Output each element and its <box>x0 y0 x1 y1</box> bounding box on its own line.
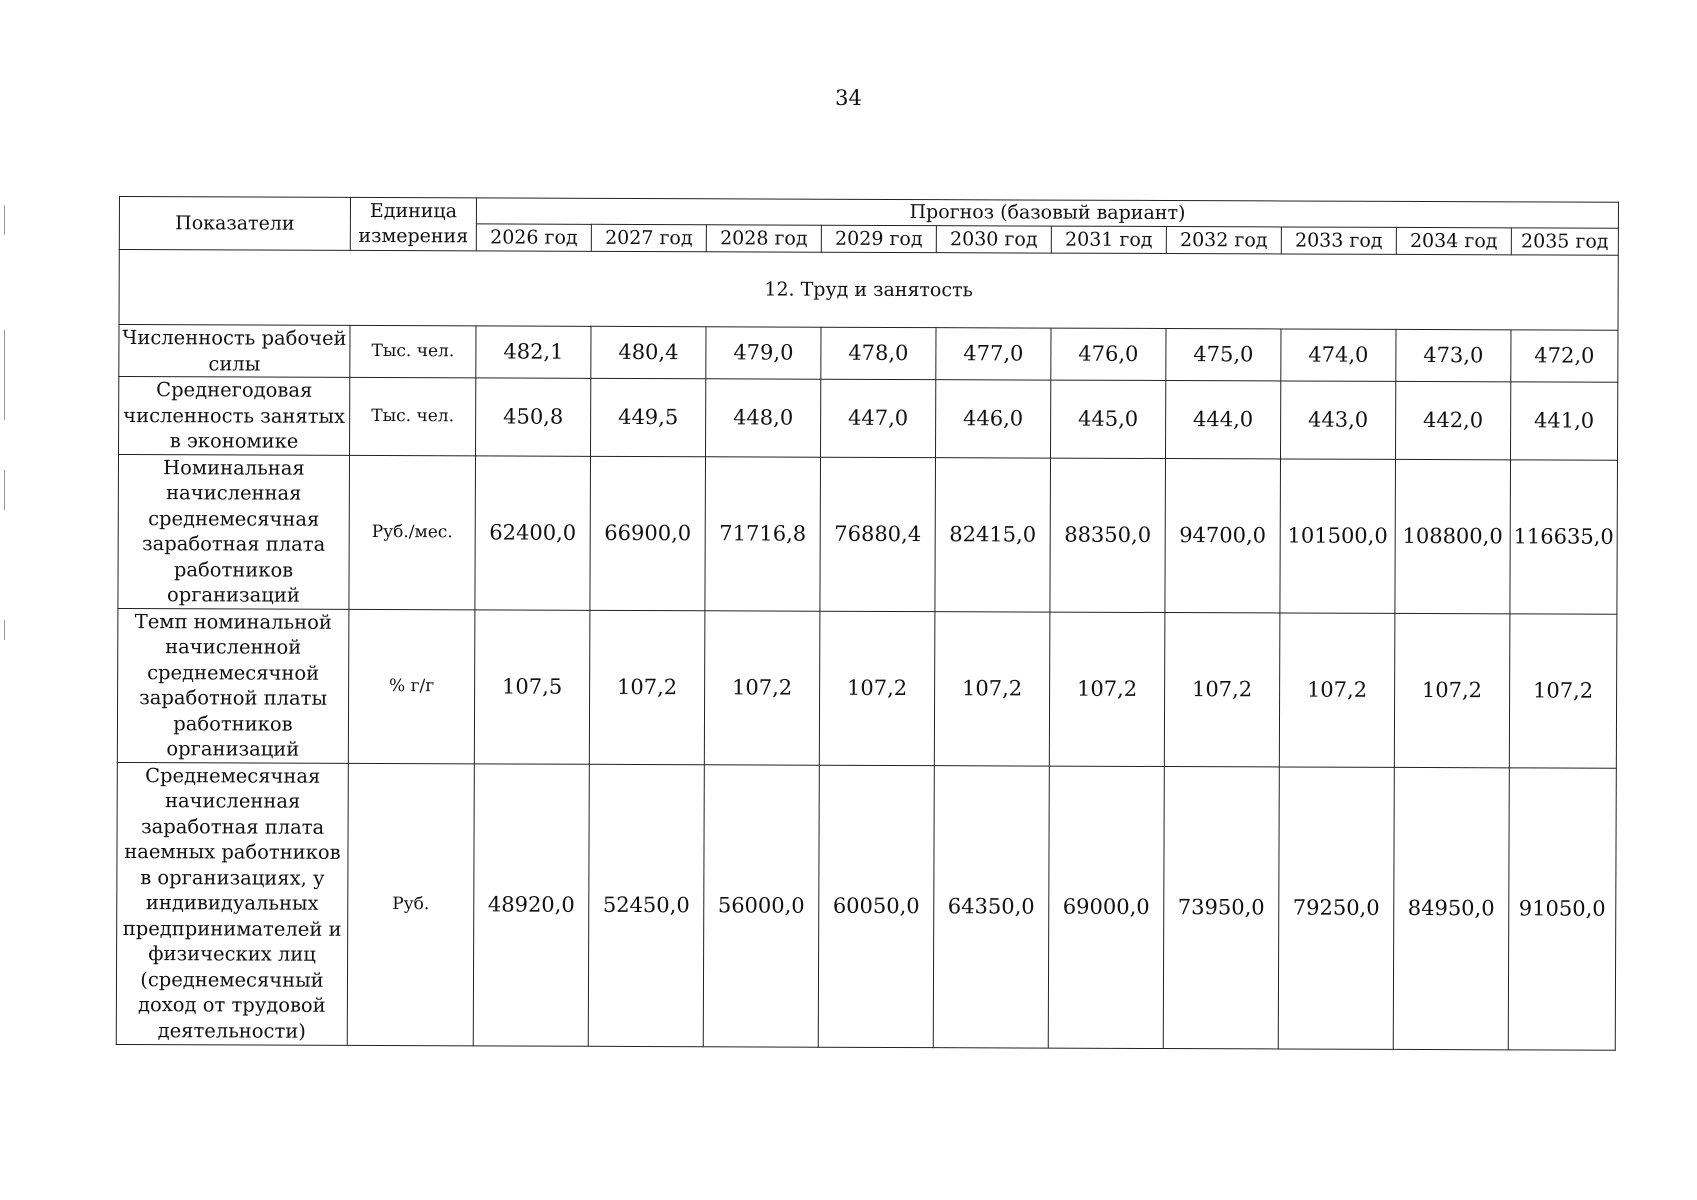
forecast-table <box>116 196 1619 1050</box>
value-cell: 62400,0 <box>475 455 591 609</box>
value-cell: 108800,0 <box>1395 459 1511 613</box>
value-cell: 82415,0 <box>935 457 1051 611</box>
scan-mark <box>4 470 5 510</box>
value-cell: 76880,4 <box>820 457 936 611</box>
forecast-table-container <box>116 196 1619 1050</box>
value-cell: 69000,0 <box>1048 766 1164 1048</box>
value-cell: 447,0 <box>821 379 936 457</box>
year-header: 2033 год <box>1281 227 1396 254</box>
unit-header: Единица измерения <box>350 197 476 250</box>
value-cell: 56000,0 <box>703 764 819 1046</box>
value-cell: 473,0 <box>1396 329 1511 381</box>
table-row <box>117 608 1617 768</box>
header-row-top <box>119 197 1618 229</box>
value-cell: 71716,8 <box>705 456 821 610</box>
value-cell: 48920,0 <box>473 763 589 1045</box>
value-cell: 101500,0 <box>1280 458 1396 612</box>
table-row <box>118 454 1618 614</box>
year-header: 2035 год <box>1511 228 1618 255</box>
value-cell: 52450,0 <box>588 764 704 1046</box>
value-cell: 79250,0 <box>1278 766 1394 1048</box>
indicator-cell: Номинальная начисленная среднемесячная заработная плата работников организаций <box>118 454 350 609</box>
year-header: 2028 год <box>706 225 821 252</box>
value-cell: 60050,0 <box>818 765 934 1047</box>
value-cell: 446,0 <box>935 380 1050 458</box>
indicator-cell: Темп номинальной начисленной среднемесячной заработной платы работников организаций <box>117 608 349 763</box>
value-cell: 84950,0 <box>1393 767 1509 1049</box>
value-cell: 107,2 <box>934 611 1050 765</box>
indicator-header: Показатели <box>119 197 350 251</box>
value-cell: 107,2 <box>1394 613 1510 767</box>
value-cell: 88350,0 <box>1050 458 1166 612</box>
value-cell: 107,2 <box>589 610 705 764</box>
value-cell: 73950,0 <box>1163 766 1279 1048</box>
unit-cell: Руб. <box>347 763 474 1045</box>
year-header: 2032 год <box>1166 227 1281 254</box>
value-cell: 482,1 <box>476 326 591 378</box>
value-cell: 94700,0 <box>1165 458 1281 612</box>
unit-cell: Тыс. чел. <box>349 377 475 455</box>
value-cell: 444,0 <box>1165 381 1280 459</box>
value-cell: 472,0 <box>1511 330 1618 382</box>
page-number: 34 <box>835 86 862 110</box>
value-cell: 107,2 <box>1164 612 1280 766</box>
year-header: 2029 год <box>821 225 936 252</box>
indicator-cell: Среднегодовая численность занятых в экономике <box>119 377 350 455</box>
section-row <box>119 250 1618 331</box>
year-header: 2034 год <box>1396 227 1511 254</box>
scan-mark <box>4 205 5 235</box>
unit-cell: Тыс. чел. <box>350 325 476 377</box>
value-cell: 107,2 <box>1509 613 1617 767</box>
value-cell: 107,2 <box>819 611 935 765</box>
value-cell: 480,4 <box>591 326 706 378</box>
value-cell: 116635,0 <box>1510 459 1618 613</box>
forecast-header: Прогноз (базовый вариант) <box>476 198 1618 228</box>
value-cell: 64350,0 <box>933 765 1049 1047</box>
value-cell: 476,0 <box>1051 328 1166 380</box>
value-cell: 474,0 <box>1281 329 1396 381</box>
scan-mark <box>4 620 5 640</box>
value-cell: 445,0 <box>1050 380 1165 458</box>
year-header: 2026 год <box>476 224 591 251</box>
indicator-cell: Среднемесячная начисленная заработная плата наемных работников в организациях, у индивидуальных предпринимателей и физических лиц (среднемесячный доход от трудовой деятельности) <box>116 762 348 1045</box>
value-cell: 441,0 <box>1510 382 1617 460</box>
year-header: 2031 год <box>1051 226 1166 253</box>
value-cell: 475,0 <box>1166 329 1281 381</box>
value-cell: 450,8 <box>476 378 591 456</box>
unit-cell: Руб./мес. <box>349 455 476 609</box>
value-cell: 479,0 <box>706 327 821 379</box>
indicator-cell: Численность рабочей силы <box>119 325 350 378</box>
value-cell: 478,0 <box>821 327 936 379</box>
value-cell: 442,0 <box>1395 381 1510 459</box>
value-cell: 443,0 <box>1280 381 1395 459</box>
value-cell: 107,2 <box>1049 612 1165 766</box>
value-cell: 107,5 <box>474 609 590 763</box>
unit-cell: % г/г <box>348 609 475 763</box>
table-row <box>116 762 1616 1050</box>
section-title: 12. Труд и занятость <box>119 250 1618 331</box>
value-cell: 477,0 <box>936 328 1051 380</box>
value-cell: 91050,0 <box>1508 767 1616 1049</box>
value-cell: 66900,0 <box>590 456 706 610</box>
year-header: 2030 год <box>936 226 1051 253</box>
value-cell: 107,2 <box>1279 612 1395 766</box>
scan-mark <box>4 330 5 420</box>
value-cell: 107,2 <box>704 610 820 764</box>
value-cell: 449,5 <box>591 378 706 456</box>
value-cell: 448,0 <box>706 379 821 457</box>
year-header: 2027 год <box>591 224 706 251</box>
table-row <box>119 377 1618 460</box>
table-row <box>119 325 1618 383</box>
